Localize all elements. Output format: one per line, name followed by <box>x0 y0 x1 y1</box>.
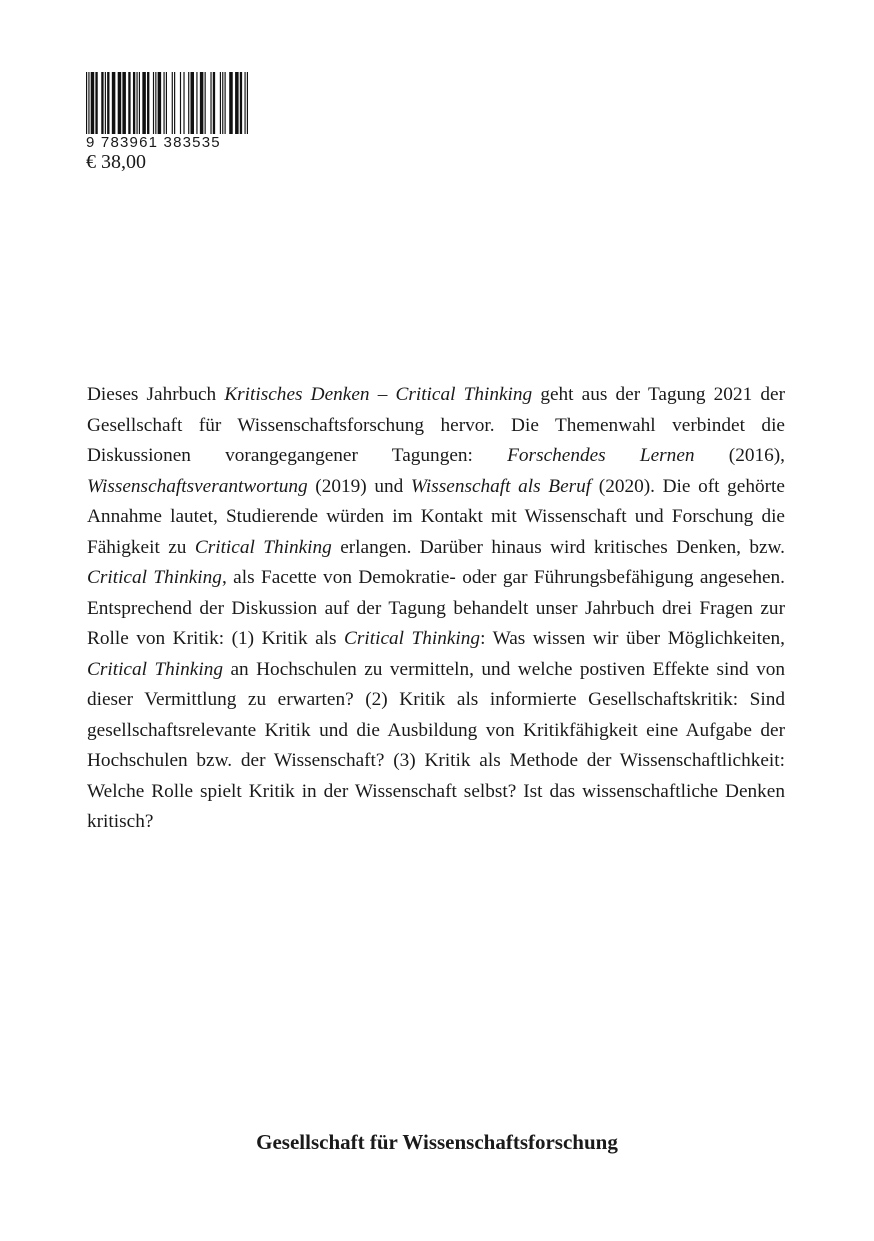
text-run: , als Facette von Demokratie- oder gar Führungsbefähigung angesehen. Entsprechend der Diskussion auf der Tagung behandelt unser Jahrbuch drei Fragen zur Rolle von Kritik: (1) Kritik als <box>87 567 785 649</box>
barcode-bar <box>128 72 130 134</box>
publisher-name: Gesellschaft für Wissenschaftsforschung <box>256 1130 618 1154</box>
text-run: (2019) und <box>307 475 411 497</box>
text-run: erlangen. Darüber hinaus wird kritisches Denken, bzw. <box>331 536 786 558</box>
italic-title: Wissenschaftsverantwortung <box>87 475 308 497</box>
barcode-bar <box>107 72 109 134</box>
barcode-bar <box>122 72 126 134</box>
italic-title: Critical Thinking <box>194 536 332 558</box>
barcode-bar <box>172 72 173 134</box>
isbn-number: 9 783961 383535 <box>86 134 221 151</box>
italic-title: Wissenschaft als Beruf <box>410 475 592 497</box>
barcode-bar <box>222 72 223 134</box>
barcode-bar <box>105 72 106 134</box>
barcode-bar <box>244 72 245 134</box>
text-run: Dieses Jahrbuch <box>87 384 225 405</box>
italic-title: Critical Thinking <box>344 628 481 649</box>
barcode-bar <box>196 72 197 134</box>
italic-title: Forschendes Lernen <box>507 445 695 466</box>
text-run: an Hochschulen zu vermitteln, und welche postiven Effekte sind von dieser Vermittlung zu erwarten? (2) Kritik als informierte Gesellschaftskritik: Sind gesellschaftsrelevante Kritik und die Ausbildung von Kritikfähigkeit eine Aufgabe der Hochschulen bzw. der Wissenschaft? (3) Kritik als Methode der Wissenschaftlichkeit: Welche Rolle spielt Kritik in der Wissenschaft selbst? Ist das wissenschaftliche Denken kritisch? <box>87 658 785 832</box>
barcode-bar <box>147 72 149 134</box>
italic-title: Kritisches Denken – Critical Thinking <box>224 384 533 405</box>
isbn-barcode <box>86 72 252 151</box>
barcode-bar <box>86 72 87 134</box>
text-run: : Was wissen wir über Möglichkeiten, <box>480 628 785 649</box>
barcode-bar <box>190 72 194 134</box>
text-run: (2020). Die oft gehörte Annahme lautet, Studierende würden im Kontakt mit Wissenschaft und Forschung die Fähigkeit zu <box>87 475 785 558</box>
barcode-bar <box>188 72 189 134</box>
barcode-bar <box>205 72 206 134</box>
price: € 38,00 <box>86 151 146 173</box>
barcode-bar <box>220 72 221 134</box>
description-paragraph <box>87 380 785 838</box>
barcode-bar <box>88 72 89 134</box>
italic-title: Critical Thinking <box>87 658 224 680</box>
barcode-bar <box>133 72 135 134</box>
text-run: (2016), <box>694 445 785 466</box>
barcode-bar <box>183 72 184 134</box>
barcode-bar <box>180 72 181 134</box>
book-description <box>87 380 785 838</box>
barcode-bar <box>158 72 162 134</box>
italic-title: Critical Thinking <box>87 567 222 588</box>
barcode-bar <box>210 72 211 134</box>
barcode-bar <box>213 72 215 134</box>
barcode-bar <box>229 72 233 134</box>
barcode-icon <box>86 72 248 134</box>
barcode-bar <box>118 72 122 134</box>
barcode-bar <box>247 72 248 134</box>
barcode-bar <box>200 72 204 134</box>
barcode-bar <box>112 72 116 134</box>
barcode-bar <box>240 72 242 134</box>
barcode-bar <box>166 72 167 134</box>
barcode-bar <box>136 72 137 134</box>
barcode-bar <box>91 72 95 134</box>
barcode-bar <box>155 72 156 134</box>
barcode-bar <box>163 72 164 134</box>
barcode-bar <box>235 72 239 134</box>
barcode-bar <box>101 72 103 134</box>
barcode-bar <box>174 72 175 134</box>
barcode-bar <box>142 72 146 134</box>
barcode-bar <box>95 72 97 134</box>
barcode-bar <box>139 72 140 134</box>
text-run: geht aus der Tagung 2021 der Gesellschaft für Wissenschaftsforschung hervor. Die Themenwahl verbindet die Diskussionen vorangegangener Tagungen: <box>87 384 785 466</box>
barcode-bar <box>225 72 226 134</box>
barcode-bar <box>153 72 154 134</box>
